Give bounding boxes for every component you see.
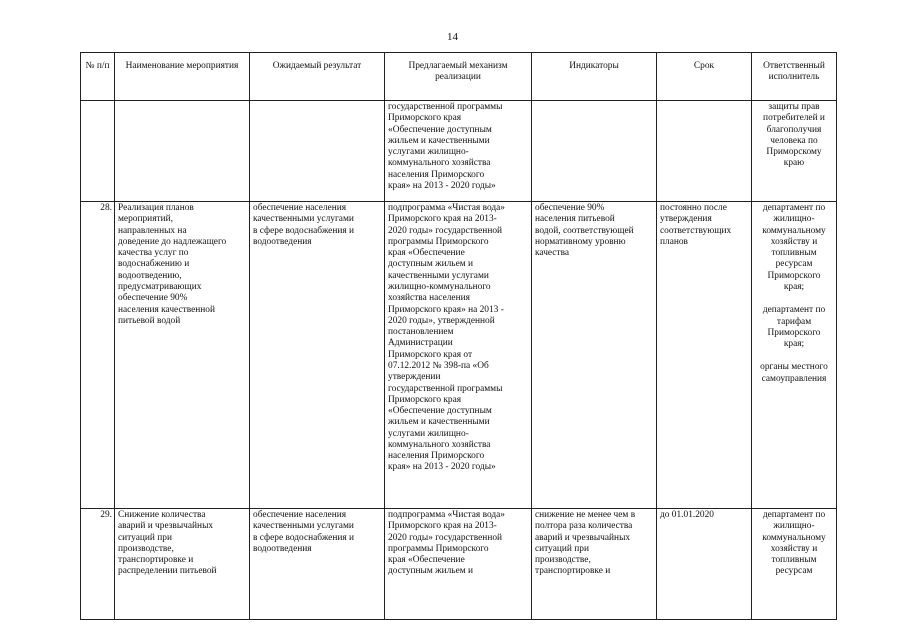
text-line: коммунальному xyxy=(762,225,826,236)
text-line: в сфере водоснабжения и xyxy=(253,532,355,543)
text-line: Приморского края на 2013- xyxy=(388,214,497,225)
text-line: водоснабжению и xyxy=(118,259,190,270)
text-line: нормативному уровню xyxy=(535,236,626,247)
header-mechanism: Предлагаемый механизм реализации xyxy=(385,53,532,101)
text-line: жильем и качественными xyxy=(388,135,490,146)
cell-number: 28. xyxy=(81,202,115,509)
text-line: 2020 годы», утвержденной xyxy=(388,315,495,326)
text-line: распределении питьевой xyxy=(118,566,217,577)
text-line: подпрограмма «Чистая вода» xyxy=(388,510,505,520)
text-line: Приморского xyxy=(767,327,821,338)
text-line: полтора раза количества xyxy=(535,521,633,532)
text-line: производстве, xyxy=(535,555,591,566)
text-line: благополучия xyxy=(766,124,822,135)
cell-name xyxy=(115,509,250,620)
text-line: водоотведения xyxy=(253,236,312,247)
text-line: утверждения xyxy=(660,214,712,225)
cell-mechanism xyxy=(385,101,532,202)
cell-result xyxy=(250,101,385,202)
text-line: населения Приморского xyxy=(388,451,485,462)
cell-number: 29. xyxy=(81,509,115,620)
text-line: Реализация планов xyxy=(118,203,194,213)
cell-number xyxy=(81,101,115,202)
text-line: обеспечение 90% xyxy=(118,293,188,304)
text-line: края; xyxy=(783,339,805,350)
text-line: качественными услугами xyxy=(253,214,354,225)
text-line: края; xyxy=(783,281,805,292)
text-line: аварий и чрезвычайных xyxy=(118,521,214,532)
cell-result xyxy=(250,202,385,509)
text-line: водоотведению, xyxy=(118,270,182,281)
header-number: № п/п xyxy=(81,53,115,101)
text-line: потребителей и xyxy=(763,113,825,124)
text-line: защиты прав xyxy=(768,102,820,112)
header-responsible: Ответственный исполнитель xyxy=(752,53,837,101)
page-number: 14 xyxy=(447,31,458,43)
table-row-29 xyxy=(81,509,837,620)
table-header-row xyxy=(81,53,837,101)
text-line: Приморского края xyxy=(388,113,462,124)
text-line: доступным жильем и xyxy=(388,259,474,270)
cell-responsible xyxy=(752,101,837,202)
table-row-28 xyxy=(81,202,837,509)
text-line: качественными услугами xyxy=(253,521,354,532)
text-line: населения питьевой xyxy=(535,214,615,225)
text-line: доведение до надлежащего xyxy=(118,236,227,247)
text-line: Администрации xyxy=(388,338,453,349)
text-line: Приморскому xyxy=(766,147,822,158)
text-line: жилищно- xyxy=(773,214,815,225)
cell-indicators xyxy=(532,509,657,620)
text-line: подпрограмма «Чистая вода» xyxy=(388,203,505,213)
text-line: края «Обеспечение xyxy=(388,555,465,566)
text-line: планов xyxy=(660,236,688,247)
text-line: населения Приморского xyxy=(388,169,485,180)
text-line: хозяйства населения xyxy=(388,293,470,304)
text-line: населения качественной xyxy=(118,304,215,315)
text-line: обеспечение 90% xyxy=(535,203,605,213)
cell-name xyxy=(115,202,250,509)
text-line: программы Приморского xyxy=(388,236,489,247)
text-line: ресурсам xyxy=(775,566,813,577)
measures-table xyxy=(80,52,837,620)
text-line: постоянно после xyxy=(660,203,727,213)
text-line: органы местного xyxy=(760,362,828,373)
text-line: мероприятий, xyxy=(118,214,173,225)
text-line: департамент по xyxy=(762,203,826,213)
text-line: хозяйству и xyxy=(770,236,818,247)
header-name: Наименование мероприятия xyxy=(115,53,250,101)
text-line: транспортировке и xyxy=(118,555,194,566)
text-line: Приморского края xyxy=(388,394,462,405)
text-line: доступным жильем и xyxy=(388,566,474,577)
text-line: в сфере водоснабжения и xyxy=(253,225,355,236)
text-line: обеспечение населения xyxy=(253,510,347,520)
cell-indicators xyxy=(532,202,657,509)
text-line: до 01.01.2020 xyxy=(660,510,714,520)
text-line: жильем и качественными xyxy=(388,417,490,428)
text-line: транспортировке и xyxy=(535,566,611,577)
text-line: услугами жилищно- xyxy=(388,428,469,439)
text-line: ситуаций при xyxy=(535,543,589,554)
text-line: самоуправления xyxy=(761,373,827,384)
text-line: края» на 2013 - 2020 годы» xyxy=(388,180,496,191)
text-line: производстве, xyxy=(118,543,174,554)
text-line: соответствующих xyxy=(660,225,732,236)
cell-term xyxy=(657,202,752,509)
text-line: коммунального хозяйства xyxy=(388,439,491,450)
cell-indicators xyxy=(532,101,657,202)
text-line: края «Обеспечение xyxy=(388,248,465,259)
text-line: водоотведения xyxy=(253,543,312,554)
text-line: питьевой водой xyxy=(118,315,181,326)
text-line: топливным xyxy=(771,248,817,259)
cell-mechanism xyxy=(385,509,532,620)
text-line: жилищно- xyxy=(773,521,815,532)
text-line: края» на 2013 - 2020 годы» xyxy=(388,462,496,473)
text-line: государственной программы xyxy=(388,102,503,112)
text-line: предусматривающих xyxy=(118,281,202,292)
text-line: ресурсам xyxy=(775,259,813,270)
text-line: тарифам xyxy=(776,316,812,327)
text-line: обеспечение населения xyxy=(253,203,347,213)
text-line: направленных на xyxy=(118,225,187,236)
text-line: «Обеспечение доступным xyxy=(388,406,492,417)
text-line: топливным xyxy=(771,555,817,566)
text-line: коммунального хозяйства xyxy=(388,158,491,169)
text-line: 2020 годы» государственной xyxy=(388,225,503,236)
text-line: человека по xyxy=(770,135,818,146)
text-line: услугами жилищно- xyxy=(388,147,469,158)
cell-term xyxy=(657,101,752,202)
text-line: коммунальному xyxy=(762,532,826,543)
cell-term xyxy=(657,509,752,620)
cell-mechanism xyxy=(385,202,532,509)
text-line: государственной программы xyxy=(388,383,503,394)
text-line: качества услуг по xyxy=(118,248,189,259)
text-line: Приморского края на 2013- xyxy=(388,521,497,532)
text-line: качественными услугами xyxy=(388,270,489,281)
text-line: жилищно-коммунального xyxy=(388,281,491,292)
text-line: департамент по xyxy=(762,305,826,316)
text-line: качества xyxy=(535,248,570,259)
text-line: 2020 годы» государственной xyxy=(388,532,503,543)
cell-name xyxy=(115,101,250,202)
text-line: департамент по xyxy=(762,510,826,520)
text-line: Приморского края от xyxy=(388,349,473,360)
text-line: постановлением xyxy=(388,327,454,338)
text-line: «Обеспечение доступным xyxy=(388,124,492,135)
header-indicators: Индикаторы xyxy=(532,53,657,101)
text-line: Приморского xyxy=(767,270,821,281)
header-term: Срок xyxy=(657,53,752,101)
text-line: утверждении xyxy=(388,372,441,383)
cell-responsible xyxy=(752,202,837,509)
text-line: хозяйству и xyxy=(770,543,818,554)
text-line: Снижение количества xyxy=(118,510,206,520)
header-result: Ожидаемый результат xyxy=(250,53,385,101)
text-line: Приморского края» на 2013 - xyxy=(388,304,504,315)
table-row-continuation xyxy=(81,101,837,202)
text-line: водой, соответствующей xyxy=(535,225,634,236)
text-line: программы Приморского xyxy=(388,543,489,554)
cell-responsible xyxy=(752,509,837,620)
text-line: снижение не менее чем в xyxy=(535,510,636,520)
cell-result xyxy=(250,509,385,620)
text-line: аварий и чрезвычайных xyxy=(535,532,631,543)
text-line: ситуаций при xyxy=(118,532,172,543)
text-line: краю xyxy=(783,158,805,169)
text-line: 07.12.2012 № 398-па «Об xyxy=(388,360,489,371)
